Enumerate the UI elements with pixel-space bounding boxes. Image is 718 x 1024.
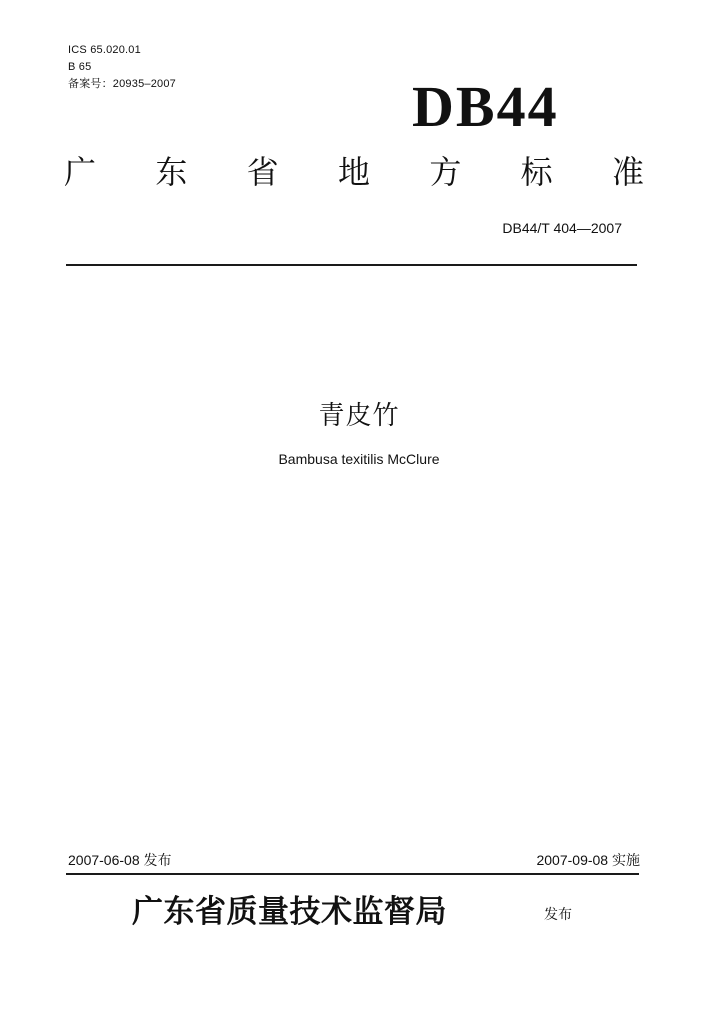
standard-number: DB44/T 404—2007: [502, 220, 622, 236]
classification-block: [68, 42, 176, 93]
ccs-code: B 65: [68, 61, 92, 73]
document-title-chinese: 青皮竹: [318, 401, 400, 431]
standard-type-char: 省: [246, 153, 279, 191]
top-divider: [66, 264, 637, 266]
standard-type-char: 准: [611, 153, 644, 191]
issuing-label: 发布: [544, 906, 572, 922]
standard-type-char: 方: [429, 153, 462, 191]
standard-type-char: 广: [64, 153, 97, 191]
ics-code: ICS 65.020.01: [68, 44, 141, 56]
standard-type-char: 地: [337, 153, 370, 191]
issue-date: 2007-06-08 发布: [68, 852, 172, 868]
standard-type-heading: [64, 150, 644, 194]
standard-type-char: 东: [155, 153, 188, 191]
issuing-authority: 广东省质量技术监督局: [132, 894, 447, 930]
standard-type-char: 标: [520, 153, 553, 191]
standard-code-logo: DB44: [412, 74, 559, 139]
filing-number: 备案号：20935–2007: [68, 78, 176, 90]
effective-date: 2007-09-08 实施: [536, 852, 640, 868]
document-title-latin: Bambusa texitilis McClure: [278, 451, 440, 467]
bottom-divider: [66, 873, 639, 875]
